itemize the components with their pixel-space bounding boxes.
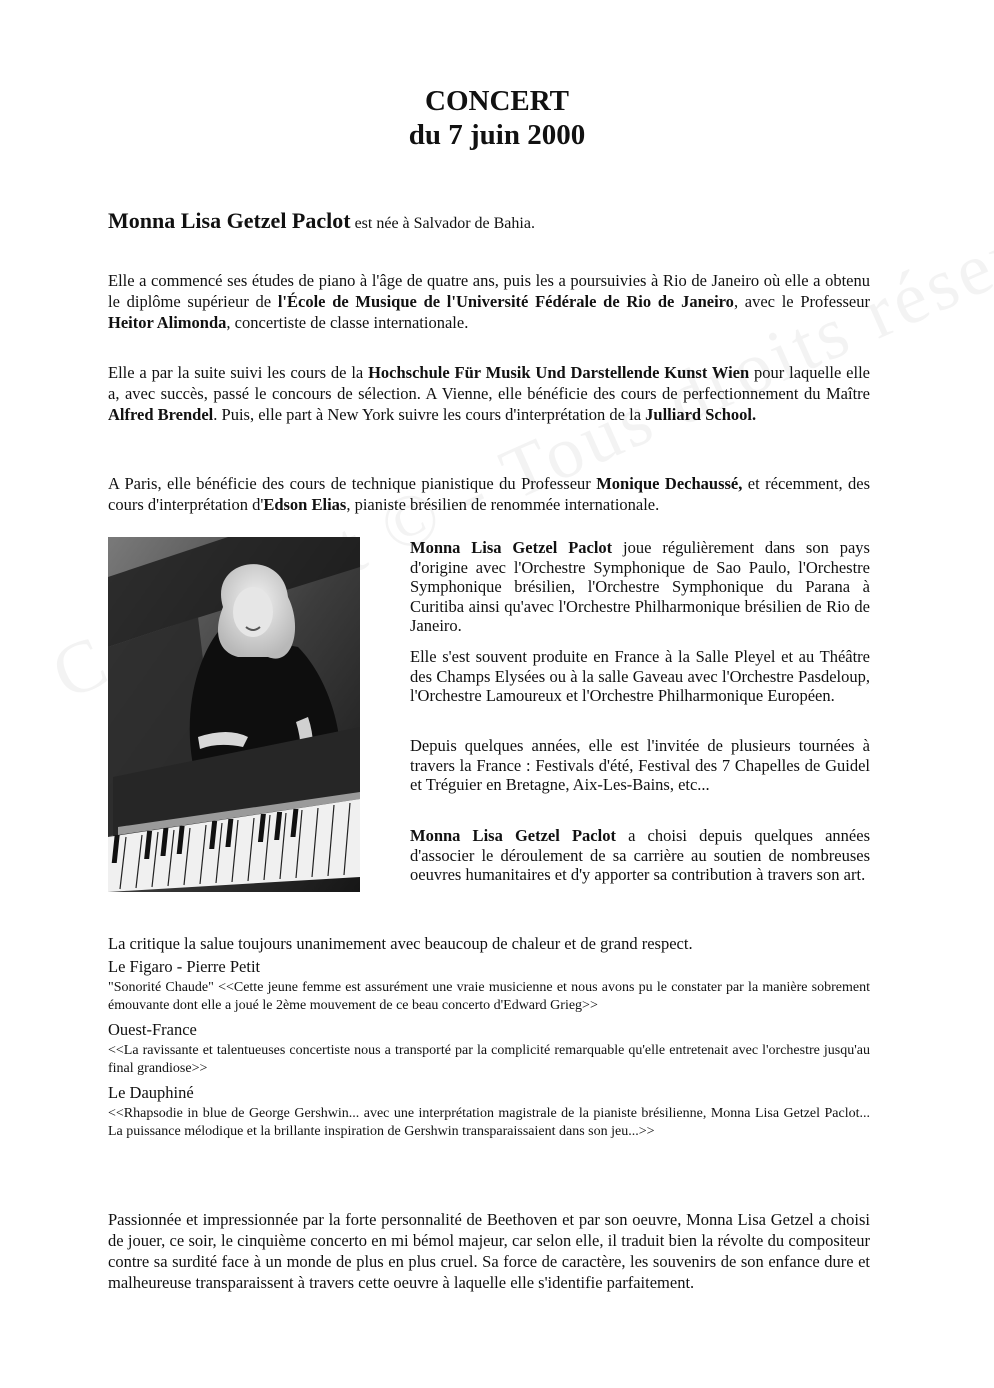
text-span: , concertiste de classe internationale. bbox=[226, 313, 469, 332]
critique-quote: "Sonorité Chaude" <<Cette jeune femme est assurément une vraie musicienne et nous avons pu le constater par la manière sobrement émouvante dont elle a joué le 2ème mouvement de ce beau concerto d'Edward Grieg>> bbox=[108, 980, 870, 1013]
artist-name: Monna Lisa Getzel Paclot bbox=[410, 538, 613, 557]
text-span: Elle a par la suite suivi les cours de la bbox=[108, 363, 369, 382]
page-title: CONCERT bbox=[425, 85, 569, 117]
bold-span: Heitor Alimonda bbox=[108, 313, 227, 332]
paragraph-studies bbox=[108, 270, 870, 333]
bold-span: Edson Elias bbox=[263, 495, 347, 514]
artist-name: Monna Lisa Getzel Paclot bbox=[410, 826, 616, 845]
text-span: joue régulièrement dans son pays d'origine avec l'Orchestre Symphonique de Sao Paulo, l'Orchestre Symphonique brésilien, l'Orchestre Symphonique du Parana à Curitiba ainsi qu'avec l'Orchestre Philharmonique brésilien de Rio de Janeiro. bbox=[410, 538, 870, 635]
column-paragraph-humanitarian bbox=[410, 826, 870, 885]
pianist-photo-illustration bbox=[108, 537, 360, 892]
critique-quote: <<La ravissante et talentueuses concertiste nous a transporté par la complicité remarquable qu'elle entretenait avec l'orchestre jusqu'au final grandiose>> bbox=[108, 1043, 870, 1076]
closing-paragraph: Passionnée et impressionnée par la forte personnalité de Beethoven et par son oeuvre, Monna Lisa Getzel a choisi de jouer, ce soir, le cinquième concerto en mi bémol majeur, car selon elle, il traduit bien la révolte du compositeur contre sa surdité face à un monde de plus en plus cruel. Sa force de caractère, les souvenirs de son enfance dure et malheureuse transparaissent à travers cette oeuvre à laquelle elle s'identifie parfaitement. bbox=[108, 1210, 870, 1292]
intro-text: est née à Salvador de Bahia. bbox=[350, 215, 535, 232]
column-paragraph-france: Elle s'est souvent produite en France à la Salle Pleyel et au Théâtre des Champs Elysées ou à la salle Gaveau avec l'Orchestre Pasdeloup, l'Orchestre Lamoureux et l'Orchestre Philharmonique Européen. bbox=[410, 647, 870, 705]
text-span: , pianiste brésilien de renommée internationale. bbox=[346, 495, 660, 514]
critique-source: Le Dauphiné bbox=[108, 1083, 194, 1102]
critique-source: Le Figaro - Pierre Petit bbox=[108, 957, 261, 976]
critique-quote: <<Rhapsodie in blue de George Gershwin... avec une interprétation magistrale de la pianiste brésilienne, Monna Lisa Getzel Paclot... La puissance mélodique et la brillante inspiration de Gershwin transparaissaient dans son jeu...>> bbox=[108, 1106, 870, 1139]
text-span: Elle a commencé ses études de piano à l'âge de quatre ans, puis les a poursuivies à Rio de Janeiro où elle a obtenu le diplôme supérieur de bbox=[108, 271, 870, 311]
intro-line bbox=[108, 210, 870, 234]
bold-span: Alfred Brendel bbox=[108, 405, 214, 424]
text-span: pour laquelle elle a, avec succès, passé le concours de sélection. A Vienne, elle bénéficie des cours de perfectionnement du Maître bbox=[108, 363, 870, 403]
text-span: et récemment, des cours d'interprétation d' bbox=[108, 474, 871, 514]
bold-span: Hochschule Für Musik Und Darstellende Kunst Wien bbox=[368, 363, 750, 382]
critique-intro: La critique la salue toujours unanimement avec beaucoup de chaleur et de grand respect. bbox=[108, 934, 693, 953]
column-paragraph-tours: Depuis quelques années, elle est l'invitée de plusieurs tournées à travers la France : Festivals d'été, Festival des 7 Chapelles de Guidel et Tréguier en Bretagne, Aix-Les-Bains, etc... bbox=[410, 736, 870, 794]
text-span: A Paris, elle bénéficie des cours de technique pianistique du Professeur bbox=[108, 474, 597, 493]
bold-span: Julliard School. bbox=[645, 405, 757, 424]
pianist-photo bbox=[108, 537, 360, 892]
column-paragraph-orchestras bbox=[410, 538, 870, 636]
paragraph-vienna bbox=[108, 362, 870, 425]
paragraph-paris bbox=[108, 473, 870, 515]
text-span: . Puis, elle part à New York suivre les cours d'interprétation de la bbox=[213, 405, 646, 424]
bold-span: l'École de Musique de l'Université Fédérale de Rio de Janeiro bbox=[277, 292, 734, 311]
critique-source: Ouest-France bbox=[108, 1020, 197, 1039]
concert-date: du 7 juin 2000 bbox=[408, 119, 586, 151]
artist-name: Monna Lisa Getzel Paclot bbox=[108, 208, 351, 233]
text-span: a choisi depuis quelques années d'associer le déroulement de sa carrière au soutien de nombreuses oeuvres humanitaires et d'y apporter sa contribution à travers son art. bbox=[410, 826, 871, 884]
text-span: , avec le Professeur bbox=[733, 292, 870, 311]
bold-span: Monique Dechaussé, bbox=[596, 474, 743, 493]
